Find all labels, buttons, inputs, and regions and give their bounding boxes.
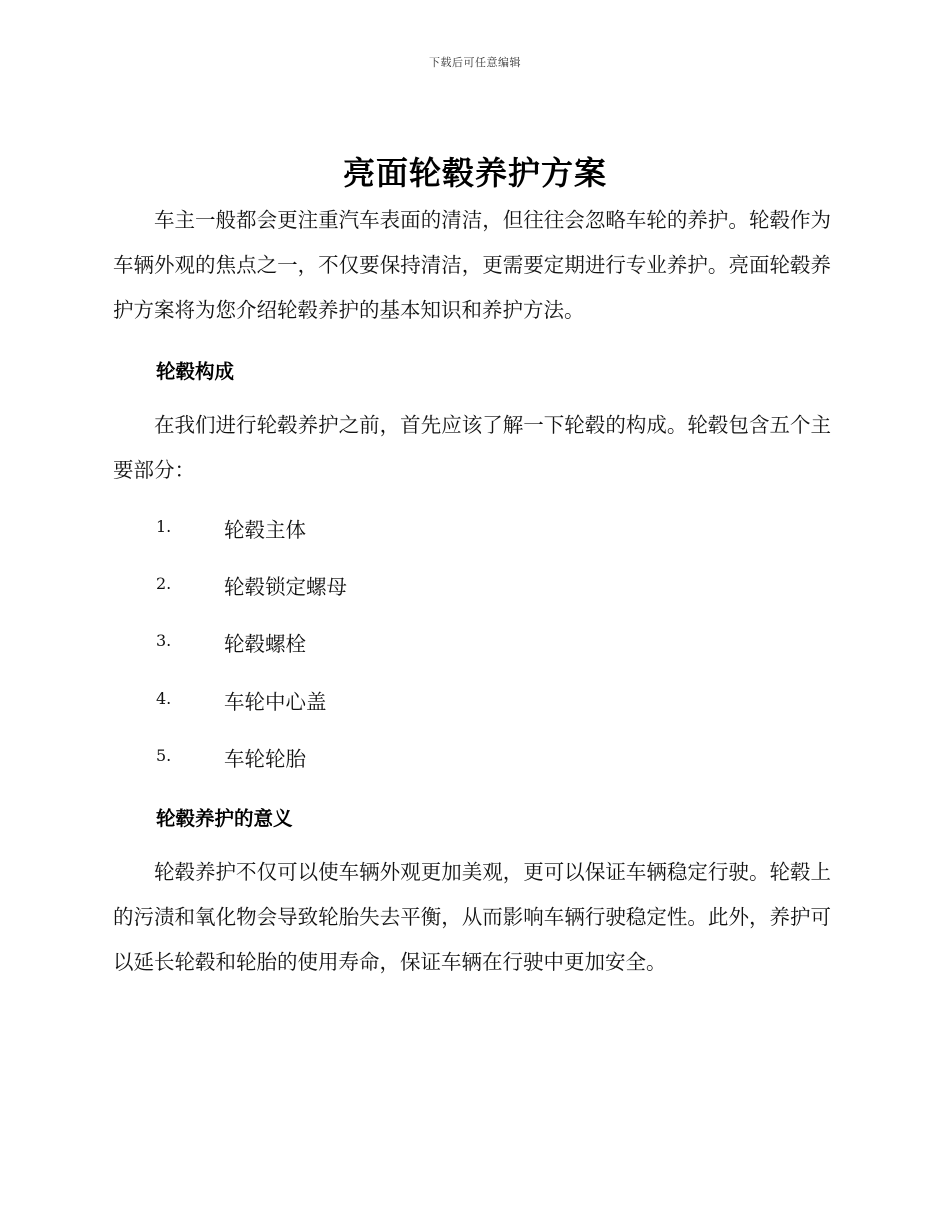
section-heading-composition: 轮毂构成 [156,360,235,383]
list-item-number: 4. [156,689,172,708]
list-item [0,513,700,543]
list-item-text: 车轮轮胎 [224,747,306,771]
list-item [0,742,700,772]
list-item [0,627,700,657]
list-item-text: 轮毂锁定螺母 [224,575,347,599]
header-note: 下载后可任意编辑 [429,56,521,69]
list-item-number: 3. [156,631,172,650]
document-title: 亮面轮毂养护方案 [342,154,607,192]
list-item-number: 1. [156,517,172,536]
list-item-text: 轮毂螺栓 [224,632,306,656]
list-item [0,685,700,715]
list-item-text: 轮毂主体 [224,518,306,542]
list-item-text: 车轮中心盖 [224,690,327,714]
list-item [0,570,700,600]
list-item-number: 2. [156,574,172,593]
section-heading-significance: 轮毂养护的意义 [156,807,293,830]
composition-paragraph: 在我们进行轮毂养护之前，首先应该了解一下轮毂的构成。轮毂包含五个主要部分： [113,413,831,482]
list-item-number: 5. [156,746,172,765]
significance-paragraph: 轮毂养护不仅可以使车辆外观更加美观，更可以保证车辆稳定行驶。轮毂上的污渍和氧化物会导致轮胎失去平衡，从而影响车辆行驶稳定性。此外，养护可以延长轮毂和轮胎的使用寿命，保证车辆在行驶中更加安全。 [113,860,831,974]
intro-paragraph: 车主一般都会更注重汽车表面的清洁，但往往会忽略车轮的养护。轮毂作为车辆外观的焦点之一，不仅要保持清洁，更需要定期进行专业养护。亮面轮毂养护方案将为您介绍轮毂养护的基本知识和养护方法。 [113,208,831,322]
